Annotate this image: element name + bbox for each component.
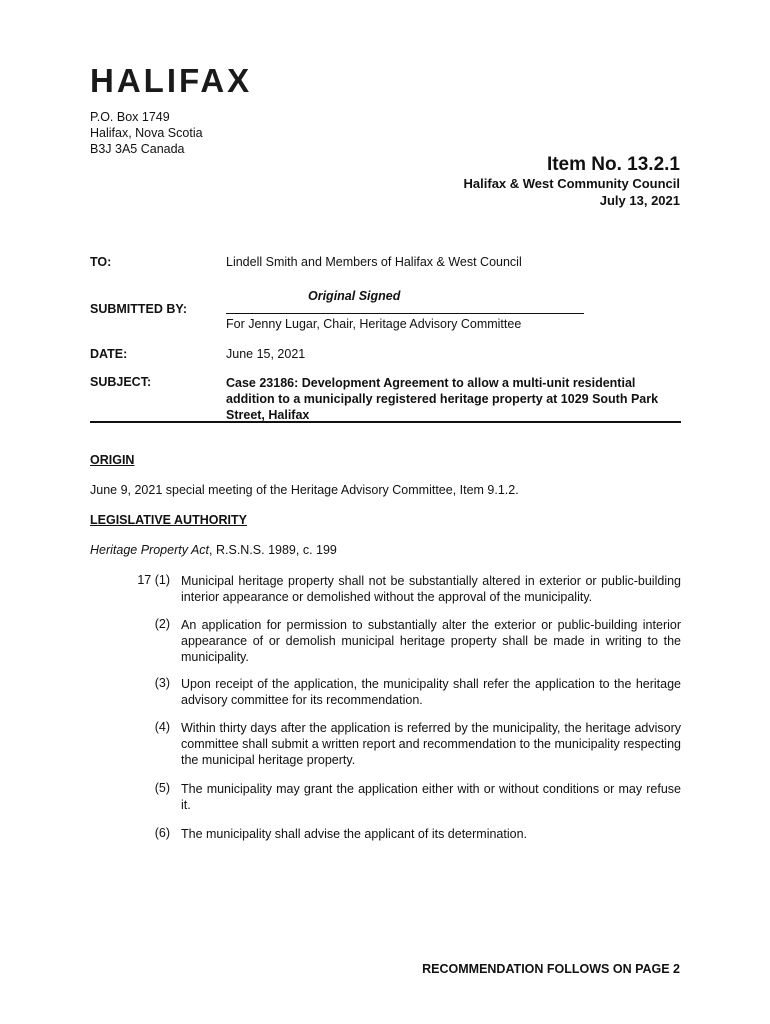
mailing-address [90,109,203,157]
date-value: June 15, 2021 [226,347,306,361]
continuation-note: RECOMMENDATION FOLLOWS ON PAGE 2 [422,962,680,976]
clause-number: 17 (1) [137,573,170,587]
date-label: DATE: [90,347,128,361]
signature-line [226,313,584,314]
clause-text: The municipality shall advise the applicant of its determination. [181,827,528,841]
origin-heading: ORIGIN [90,453,135,467]
address-line-1: P.O. Box 1749 [90,110,170,124]
subject-label: SUBJECT: [90,375,152,389]
to-label: TO: [90,255,112,269]
address-line-2: Halifax, Nova Scotia [90,126,203,140]
item-number: Item No. 13.2.1 [546,154,680,175]
clause-number: (3) [154,676,170,690]
submitted-by-label: SUBMITTED BY: [90,302,187,316]
clause-text: Within thirty days after the application is referred by the municipality, the heritage advisory committee shall submit a written report and recommendation to the municipality respecting the municipal heritage property. [181,721,681,767]
submitted-by-value: For Jenny Lugar, Chair, Heritage Advisory Committee [226,317,522,331]
clause-text: Municipal heritage property shall not be substantially altered in exterior or public-building interior appearance or demolished without the approval of the municipality. [181,574,681,604]
clause-number: (4) [154,720,170,734]
clause-text: Upon receipt of the application, the municipality shall refer the application to the heritage advisory committee for its recommendation. [181,677,681,707]
subject-value: Case 23186: Development Agreement to allow a multi-unit residential addition to a municipally registered heritage property at 1029 South Park Street, Halifax [226,376,659,422]
legislative-authority-heading: LEGISLATIVE AUTHORITY [90,513,247,527]
origin-text: June 9, 2021 special meeting of the Heritage Advisory Committee, Item 9.1.2. [90,483,519,497]
halifax-logo: HALIFAX [90,62,253,99]
council-name: Halifax & West Community Council [463,176,680,191]
clause-number: (6) [154,826,170,840]
clause-number: (2) [154,617,170,631]
council-block [464,175,680,209]
header-divider [90,421,681,423]
signature-note: Original Signed [308,289,401,303]
clause-text: The municipality may grant the application either with or without conditions or may refuse it. [181,782,681,812]
act-title: Heritage Property Act [90,543,210,557]
to-value: Lindell Smith and Members of Halifax & West Council [226,255,522,269]
act-citation: , R.S.N.S. 1989, c. 199 [209,543,337,557]
clause-text: An application for permission to substantially alter the exterior or public-building interior appearance of or demolish municipal heritage property shall be made in writing to the municipality. [181,618,681,664]
act-reference [90,543,337,557]
address-line-3: B3J 3A5 Canada [90,142,185,156]
clause-number: (5) [154,781,170,795]
meeting-date: July 13, 2021 [599,193,680,208]
